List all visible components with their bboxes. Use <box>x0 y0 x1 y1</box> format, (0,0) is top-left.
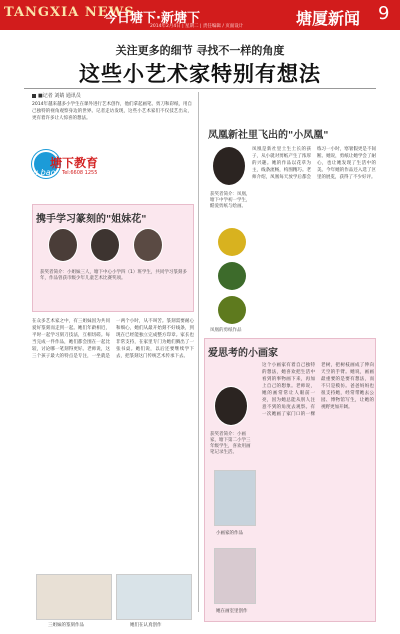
headline-divider <box>24 88 376 89</box>
portrait-photo-painter <box>214 386 248 426</box>
article-title-sisters: 携手学习篆刻的"姐妹花" <box>36 214 147 225</box>
artwork-photo-1 <box>36 574 112 620</box>
header-subline: 2014年2月4日 | 星期二 | 责任编辑 / 页面设计 <box>150 24 244 29</box>
byline <box>32 92 81 99</box>
headline-kicker: 关注更多的细节 寻找不一样的角度 <box>115 44 285 57</box>
painting-photo-2 <box>214 548 256 604</box>
article-caption-painter: 获奖者简介：小画家，塘下第二小学三年级学生，喜欢用画笔记录生活。 <box>210 432 251 455</box>
article-body-phoenix: 凤凰是新社里土生土长的孩子，从小就对剪纸产生了浓厚的兴趣。她的作品以花草为主，线条流畅，构图精巧。老师介绍，凤凰每天放学后都会练习一小时，寒暑假更是不间断。她说，剪纸让她学会了耐心，也让她发现了生活中的美。今年她的作品还入选了区里的展览，获得了不少好评。 <box>252 147 376 180</box>
section-tel: Tel:6608 1255 <box>62 170 98 176</box>
papercut-caption: 凤凰的剪纸作品 <box>210 328 242 333</box>
painting-caption-1: 小画家的作品 <box>216 531 243 536</box>
section-edition: 今日塘下·新塘下 <box>104 11 200 26</box>
section-title: 塘下教育 <box>50 156 99 170</box>
main-headline: 这些小艺术家特别有想法 <box>79 62 321 86</box>
article-title-phoenix: 凤凰新社里飞出的"小凤凰" <box>208 130 329 141</box>
artwork-photo-2 <box>116 574 192 620</box>
page-number: 9 <box>378 3 390 24</box>
byline-text: ■记者 刘婧 通讯员 <box>38 93 81 99</box>
painting-photo-1 <box>214 470 256 526</box>
column-divider <box>198 92 199 612</box>
byline-marker-icon <box>32 94 36 98</box>
article-caption-sisters: 获奖者简介：小姐妹三人，塘下中心小学四（1）班学生，共同学习篆刻多年，作品曾获市级少年儿童艺术比赛奖项。 <box>40 270 187 281</box>
article-title-painter: 爱思考的小画家 <box>208 348 278 359</box>
papercut-photo-2 <box>218 262 246 290</box>
intro-paragraph: 2014年越来越多小学生在课外进行艺术创作，他们拿起画笔、剪刀和彩纸，用自己独特的视角观察身边的世界。记者走访发现，这些小艺术家们不仅技艺出众，更有着许多让人惊喜的想法。 <box>32 102 192 121</box>
portrait-photo-1 <box>48 228 78 262</box>
papercut-photo-3 <box>218 296 246 324</box>
painting-caption-2: 她在画室里创作 <box>216 609 248 614</box>
portrait-photo-phoenix <box>212 146 246 186</box>
brand-name: TANGXIA NEWS <box>4 5 135 20</box>
section-badge <box>32 150 98 182</box>
papercut-photo-1 <box>218 228 246 256</box>
newspaper-logo: 塘厦新闻 <box>296 9 361 28</box>
portrait-photo-2 <box>90 228 120 262</box>
artwork-caption-2: 她们在认真创作 <box>130 623 162 628</box>
portrait-photo-3 <box>133 228 163 262</box>
article-body-painter: 这个小画家有着自己独特的想法，她喜欢把生活中看到的事物画下来，再加上自己的想象。老师说，她的画常常让人眼前一亮，因为她总能从别人注意不到的角度去观察。有一次她画了家门口的一棵老树，把树枝画成了伸向天空的手臂。她说，画画最重要的是要有想法，而不只是模仿。爸爸妈妈也很支持她，经常带她去公园、博物馆写生，让她的视野更加开阔。 <box>262 363 374 417</box>
article-caption-phoenix: 获奖者简介：凤凰，塘下中学初一学生，酷爱剪纸与绘画。 <box>210 192 251 209</box>
article-body-sisters: 在众多艺术家之中，有三姐妹因为共同爱好篆刻而走到一起。她们年龄相近，平时一起学习刻刀技法，互相切磋。每当完成一件作品，她们都会围在一起比较，讨论哪一笔刻得更好。老师说，这三个孩子最大的特点是专注，一坐就是一两个小时，从不叫苦。篆刻需要耐心和细心，她们从最开始刻不好线条，到现在已经能独立完成整方印章。家长也非常支持，在家里专门为她们腾出了一张书桌。她们说，以后还要继续学下去，把篆刻这门传统艺术传承下去。 <box>32 319 194 359</box>
artwork-caption-1: 三姐妹的篆刻作品 <box>48 623 84 628</box>
section-pinyin: u bao <box>33 168 56 177</box>
